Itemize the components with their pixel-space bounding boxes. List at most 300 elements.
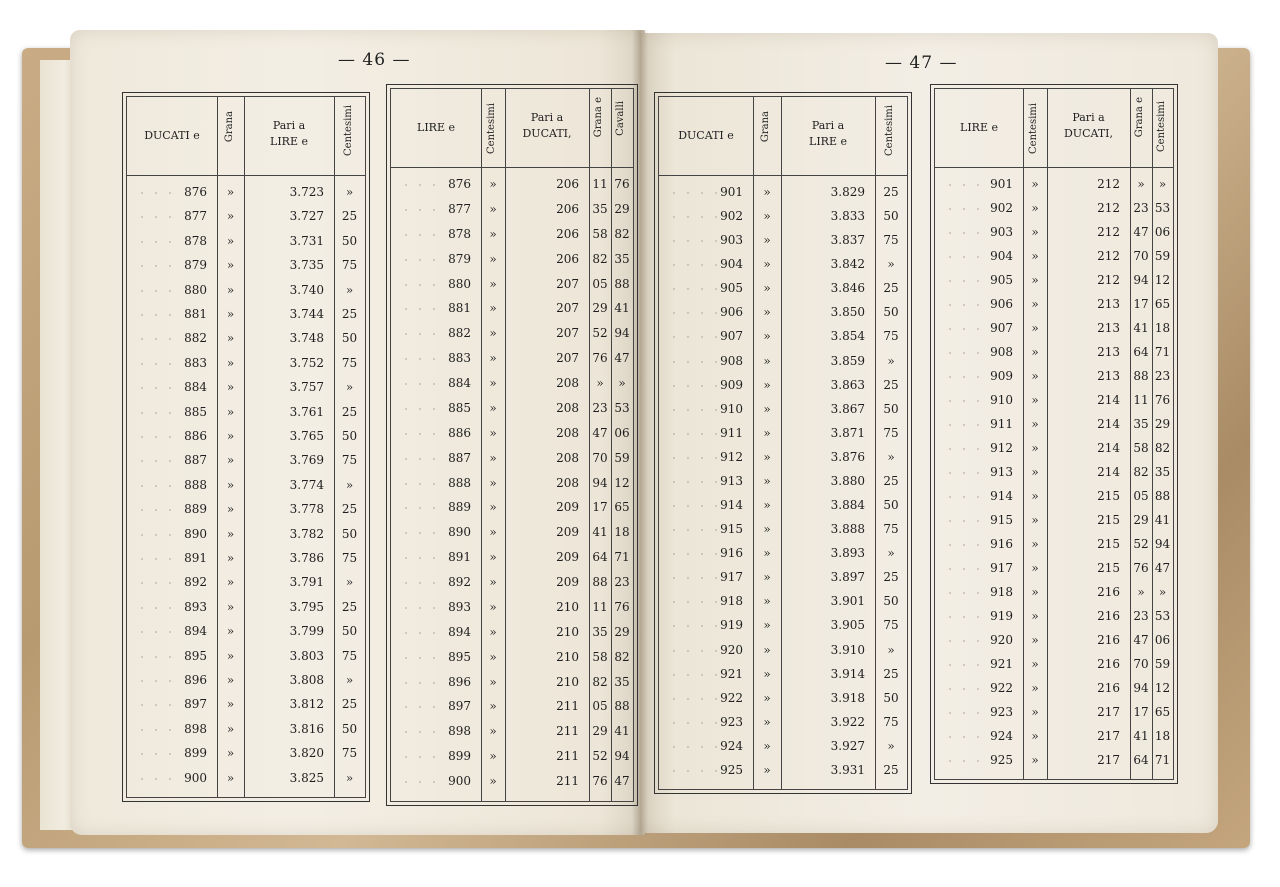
cell-amount: 924 [990,729,1013,743]
cell-amount: 914 [990,489,1013,503]
cell-sub: 29 [1133,513,1149,527]
cell-amount: 897 [448,699,471,714]
cell-amount: 880 [448,276,471,291]
table-row [659,253,907,277]
cell-amount: 897 [184,697,207,712]
emboss-dots [667,288,717,290]
header-col3b: DUCATI, [1063,127,1114,140]
cell-fraction: » [226,282,235,297]
cell-sub2: 88 [614,699,630,714]
page-number-left: — 46 — [338,50,411,70]
cell-fraction: » [226,355,235,370]
table-row [391,248,633,272]
cell-sub: 25 [341,209,358,224]
cell-converted: 208 [556,425,579,440]
cell-sub: 47 [592,425,608,440]
table-row [391,720,633,744]
cell-fraction: » [763,473,771,488]
emboss-dots [943,232,987,234]
cell-amount: 881 [448,301,471,316]
emboss-dots [399,234,445,236]
cell-sub: 25 [883,377,899,392]
cell-converted: 209 [556,500,579,515]
cell-fraction: » [489,251,497,266]
table-row [935,557,1173,581]
cell-fraction: » [1031,393,1039,407]
table-frame [126,96,366,798]
emboss-dots [943,544,987,546]
cell-converted: 3.757 [289,380,324,395]
table-row [127,327,365,351]
cell-sub2: » [618,376,626,391]
cell-sub: 25 [883,473,899,488]
cell-sub: 75 [341,258,358,273]
cell-fraction: » [1031,369,1039,383]
cell-fraction: » [226,331,235,346]
emboss-dots [667,505,717,507]
table-row [127,645,365,669]
cell-converted: 208 [556,376,579,391]
emboss-dots [943,760,987,762]
cell-amount: 920 [990,633,1013,647]
cell-sub: 11 [1133,393,1149,407]
emboss-dots [135,460,181,462]
cell-fraction: » [226,258,235,273]
emboss-dots [667,192,717,194]
cell-converted: 211 [556,774,579,789]
cell-fraction: » [1031,321,1039,335]
table-row [391,472,633,496]
cell-amount: 888 [448,475,471,490]
cell-converted: 210 [556,599,579,614]
emboss-dots [135,582,181,584]
header-col5: Centesimi [1155,101,1167,152]
cell-fraction: » [763,522,771,537]
table-ducati-to-lire-left [122,92,370,802]
cell-amount: 894 [448,624,471,639]
cell-converted: 213 [1097,321,1120,335]
cell-converted: 211 [556,749,579,764]
cell-fraction: » [226,404,235,419]
cell-sub: 58 [592,226,608,241]
cell-sub: 82 [1133,465,1149,479]
cell-sub: 76 [592,774,608,789]
table-row [659,735,907,759]
cell-fraction: » [226,746,235,761]
cell-converted: 213 [1097,369,1120,383]
cell-converted: 3.876 [830,449,865,464]
emboss-dots [943,520,987,522]
cell-sub: 25 [341,404,358,419]
cell-converted: 3.812 [289,697,324,712]
cell-converted: 3.922 [830,714,865,729]
cell-fraction: » [489,599,497,614]
header-col1: DUCATI e [144,129,200,142]
table-row [659,446,907,470]
table-ducati-to-lire-right [654,92,912,794]
cell-sub2: 76 [1154,393,1171,407]
table-row [935,293,1173,317]
table-row [391,596,633,620]
table-row [127,376,365,400]
emboss-dots [667,433,717,435]
table-row [659,663,907,687]
cell-sub: » [345,575,354,590]
cell-amount: 922 [720,690,743,705]
cell-amount: 892 [448,575,471,590]
cell-amount: 887 [448,450,471,465]
emboss-dots [943,664,987,666]
cell-fraction: » [489,749,497,764]
cell-converted: 3.893 [830,546,865,561]
cell-converted: 210 [556,624,579,639]
cell-converted: 3.884 [830,498,865,513]
cell-converted: 3.837 [830,233,865,248]
cell-converted: 214 [1097,417,1120,431]
cell-converted: 3.731 [289,233,324,248]
cell-fraction: » [489,624,497,639]
cell-sub: 05 [592,276,608,291]
emboss-dots [399,557,445,559]
cell-converted: 3.927 [830,738,865,753]
cell-sub2: 76 [614,177,630,191]
cell-converted: 206 [556,226,579,241]
cell-converted: 209 [556,550,579,565]
cell-sub: 50 [341,331,358,346]
table-row [391,397,633,421]
cell-amount: 904 [720,257,743,272]
table-row [127,181,365,205]
cell-fraction: » [763,690,771,705]
emboss-dots [399,458,445,460]
table-row [935,605,1173,629]
cell-converted: 212 [1097,273,1120,287]
emboss-dots [135,558,181,560]
cell-converted: 3.761 [289,404,324,419]
emboss-dots [667,722,717,724]
cell-amount: 893 [184,599,207,614]
cell-amount: 907 [720,329,743,344]
emboss-dots [667,601,717,603]
cell-amount: 889 [448,500,471,515]
cell-converted: 207 [556,301,579,316]
cell-sub: 75 [883,233,899,248]
table-row [935,173,1173,197]
cell-sub2: 94 [1154,537,1171,551]
cell-converted: 3.850 [830,305,865,320]
table-row [935,485,1173,509]
cell-fraction: » [226,380,235,395]
cell-amount: 906 [720,305,743,320]
cell-fraction: » [226,233,235,248]
emboss-dots [943,448,987,450]
cell-converted: 3.910 [830,642,865,657]
header-col3a: Pari a [811,119,845,132]
cell-fraction: » [1031,513,1039,527]
table-row [127,401,365,425]
cell-sub: 50 [883,209,899,224]
cell-amount: 908 [720,353,743,368]
cell-converted: 213 [1097,297,1120,311]
cell-fraction: » [489,400,497,415]
table-row [127,718,365,742]
cell-amount: 902 [990,201,1013,215]
cell-sub: 94 [1133,273,1149,287]
table-row [935,653,1173,677]
cell-converted: 215 [1097,489,1120,503]
cell-amount: 909 [990,369,1013,383]
emboss-dots [399,383,445,385]
cell-fraction: » [489,276,497,291]
header-col1: LIRE e [417,121,455,134]
table-row [935,437,1173,461]
emboss-dots [135,656,181,658]
cell-amount: 910 [990,393,1013,407]
cell-fraction: » [763,594,771,609]
header-col1: DUCATI e [678,129,734,142]
cell-sub2: 29 [614,201,630,216]
cell-fraction: » [489,649,497,664]
emboss-dots [399,607,445,609]
emboss-dots [667,361,717,363]
cell-sub: » [345,477,354,492]
cell-converted: 3.829 [830,185,865,199]
cell-sub: 82 [592,674,608,689]
cell-converted: 207 [556,276,579,291]
cell-sub: » [887,738,895,753]
cell-sub2: 47 [1154,561,1171,575]
cell-converted: 3.765 [289,429,324,443]
cell-amount: 879 [448,251,471,266]
table-row [391,198,633,222]
table-row [659,205,907,229]
cell-sub2: 35 [614,674,630,689]
cell-sub: 23 [1133,201,1149,215]
table-row [935,629,1173,653]
cell-sub: 50 [883,690,899,705]
cell-amount: 898 [448,724,471,739]
cell-sub: 75 [883,618,899,633]
table-row [659,398,907,422]
cell-fraction: » [489,376,497,391]
cell-amount: 891 [448,550,471,565]
emboss-dots [135,363,181,365]
cell-amount: 901 [990,177,1013,191]
table-row [391,496,633,520]
cell-sub: 76 [1133,561,1149,575]
table-row [935,701,1173,725]
table-row [127,742,365,766]
cell-converted: 207 [556,351,579,366]
cell-converted: 3.871 [830,425,865,440]
cell-amount: 878 [448,226,471,241]
cell-sub2: 41 [614,301,630,316]
cell-converted: 3.774 [289,477,324,492]
header-col3b: LIRE e [270,135,308,148]
cell-fraction: » [1031,681,1039,695]
cell-amount: 888 [184,477,207,492]
table-row [391,173,633,197]
cell-amount: 877 [184,209,207,224]
emboss-dots [399,408,445,410]
cell-converted: 212 [1097,201,1120,215]
cell-fraction: » [226,477,235,492]
cell-converted: 215 [1097,513,1120,527]
cell-converted: 215 [1097,561,1120,575]
cell-fraction: » [489,177,497,191]
table-row [935,461,1173,485]
cell-converted: 3.854 [830,329,865,344]
emboss-dots [399,657,445,659]
cell-amount: 902 [720,209,743,224]
cell-fraction: » [1031,489,1039,503]
table-row [391,745,633,769]
table-row [935,269,1173,293]
cell-sub: 29 [592,301,608,316]
cell-amount: 900 [448,774,471,789]
emboss-dots [667,674,717,676]
emboss-dots [399,632,445,634]
cell-sub: 82 [592,251,608,266]
table-row [659,711,907,735]
cell-amount: 910 [720,401,743,416]
table-row [935,677,1173,701]
cell-converted: 3.786 [289,551,324,565]
cell-fraction: » [489,550,497,565]
cell-converted: 3.901 [830,594,865,609]
cell-sub2: 47 [614,774,630,789]
cell-amount: 890 [184,526,207,541]
cell-fraction: » [763,498,771,513]
cell-sub2: 18 [1154,729,1171,743]
cell-fraction: » [489,475,497,490]
cell-amount: 885 [448,400,471,415]
cell-fraction: » [226,307,235,321]
cell-sub: 94 [1133,681,1149,695]
cell-sub: 50 [341,233,358,248]
emboss-dots [399,483,445,485]
cell-fraction: » [226,209,235,224]
cell-converted: 3.863 [830,377,865,392]
emboss-dots [943,352,987,354]
header-col4: Grana e [593,97,604,138]
cell-amount: 912 [720,449,743,464]
cell-fraction: » [489,699,497,714]
cell-fraction: » [226,502,235,517]
cell-fraction: » [1031,201,1039,215]
emboss-dots [399,358,445,360]
cell-sub2: 82 [1154,441,1171,455]
cell-amount: 908 [990,345,1013,359]
emboss-dots [667,336,717,338]
table-row [391,571,633,595]
cell-fraction: » [763,449,771,464]
emboss-dots [667,216,717,218]
cell-amount: 919 [990,609,1013,623]
cell-fraction: » [1031,537,1039,551]
cell-sub: 41 [592,525,608,540]
emboss-dots [943,400,987,402]
cell-fraction: » [763,762,771,777]
cell-fraction: » [226,697,235,712]
cell-sub: 23 [1133,609,1149,623]
cell-converted: 3.735 [289,258,324,273]
table-row [127,547,365,571]
cell-sub: » [887,642,895,657]
cell-sub2: 94 [614,326,630,341]
emboss-dots [135,607,181,609]
cell-fraction: » [226,526,235,541]
cell-amount: 920 [720,642,743,657]
cell-amount: 891 [184,551,207,565]
emboss-dots [943,184,987,186]
emboss-dots [399,582,445,584]
cell-amount: 876 [448,177,471,191]
cell-fraction: » [489,301,497,316]
table-row [127,279,365,303]
emboss-dots [943,616,987,618]
cell-sub2: 76 [614,599,630,614]
cell-sub: 47 [1133,633,1149,647]
cell-amount: 883 [448,351,471,366]
emboss-dots [135,753,181,755]
cell-sub: » [345,380,354,395]
cell-fraction: » [763,233,771,248]
cell-fraction: » [763,305,771,320]
cell-sub2: 35 [1154,465,1171,479]
cell-converted: 3.897 [830,570,865,585]
cell-converted: 3.799 [289,624,324,639]
header-col4: Centesimi [884,105,895,156]
cell-converted: 216 [1097,609,1120,623]
cell-sub: 94 [592,475,608,490]
cell-amount: 906 [990,297,1013,311]
cell-converted: 216 [1097,657,1120,671]
cell-amount: 882 [448,326,471,341]
cell-converted: 213 [1097,345,1120,359]
cell-sub2: 18 [1154,321,1171,335]
table-row [391,297,633,321]
cell-sub: 11 [592,177,608,191]
cell-fraction: » [489,226,497,241]
emboss-dots [135,338,181,340]
cell-sub: 25 [341,502,358,517]
table-row [935,581,1173,605]
cell-amount: 925 [990,753,1013,767]
cell-sub: 64 [592,550,608,565]
emboss-dots [943,424,987,426]
cell-sub: 88 [1133,369,1149,383]
cell-converted: 216 [1097,633,1120,647]
emboss-dots [943,304,987,306]
cell-sub: » [887,546,895,561]
cell-fraction: » [763,642,771,657]
cell-fraction: » [489,774,497,789]
cell-sub: 17 [1133,705,1149,719]
cell-fraction: » [1031,633,1039,647]
emboss-dots [135,778,181,780]
emboss-dots [399,682,445,684]
cell-converted: 3.752 [289,355,324,370]
table-row [127,425,365,449]
cell-converted: 215 [1097,537,1120,551]
table-row [935,509,1173,533]
cell-amount: 918 [720,594,743,609]
cell-sub: » [345,282,354,297]
emboss-dots [399,756,445,758]
emboss-dots [667,409,717,411]
cell-sub2: 12 [614,475,630,490]
